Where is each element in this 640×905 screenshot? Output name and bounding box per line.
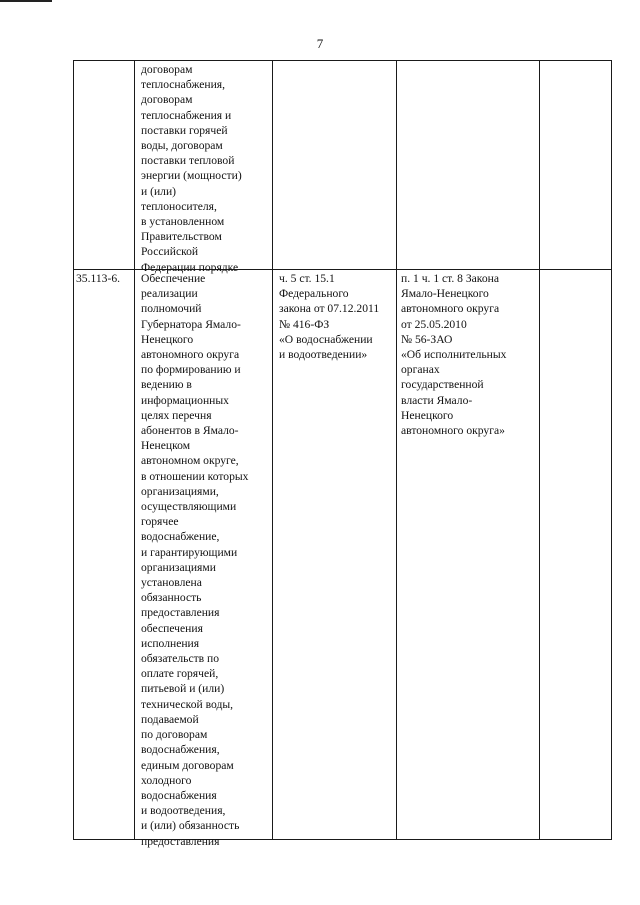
table-border-top — [73, 60, 612, 61]
authority-description-cell: договорам теплоснабжения, договорам теплоснабжения и поставки горячей воды, договорам поставки тепловой энергии (мощности) и (или) теплоносителя, в установленном Правительством Российской Федерации порядке — [141, 63, 242, 274]
federal-law-cell: ч. 5 ст. 15.1 Федерального закона от 07.12.2011 № 416-ФЗ «О водоснабжении и водоотведении» — [279, 272, 380, 362]
table-border-left — [73, 60, 74, 840]
column-divider — [539, 60, 540, 840]
column-divider — [272, 60, 273, 840]
row-number-cell: 35.113-6. — [76, 272, 121, 285]
column-divider — [396, 60, 397, 840]
table-border-right — [611, 60, 612, 840]
document-table — [73, 60, 612, 848]
authority-description-cell: Обеспечение реализации полномочий Губернатора Ямало- Ненецкого автономного округа по формированию и ведению в информационных целях перечня абонентов в Ямало- Ненецком автономном округе, в отношении которых организациями, осуществляющими горячее водоснабжение, и гарантирующими организациями установлена обязанность предоставления обеспечения исполнения обязательств по оплате горячей, питьевой и (или) технической воды, подаваемой по договорам водоснабжения, единым договорам холодного водоснабжения и водоотведения, и (или) обязанность предоставления — [141, 272, 249, 848]
column-divider — [134, 60, 135, 840]
page-number: 7 — [316, 36, 324, 51]
regional-law-cell: п. 1 ч. 1 ст. 8 Закона Ямало-Ненецкого автономного округа от 25.05.2010 № 56-ЗАО «Об исполнительных органах государственной власти Ямало- Ненецкого автономного округа» — [401, 272, 507, 438]
scan-corner-mark — [0, 0, 52, 2]
